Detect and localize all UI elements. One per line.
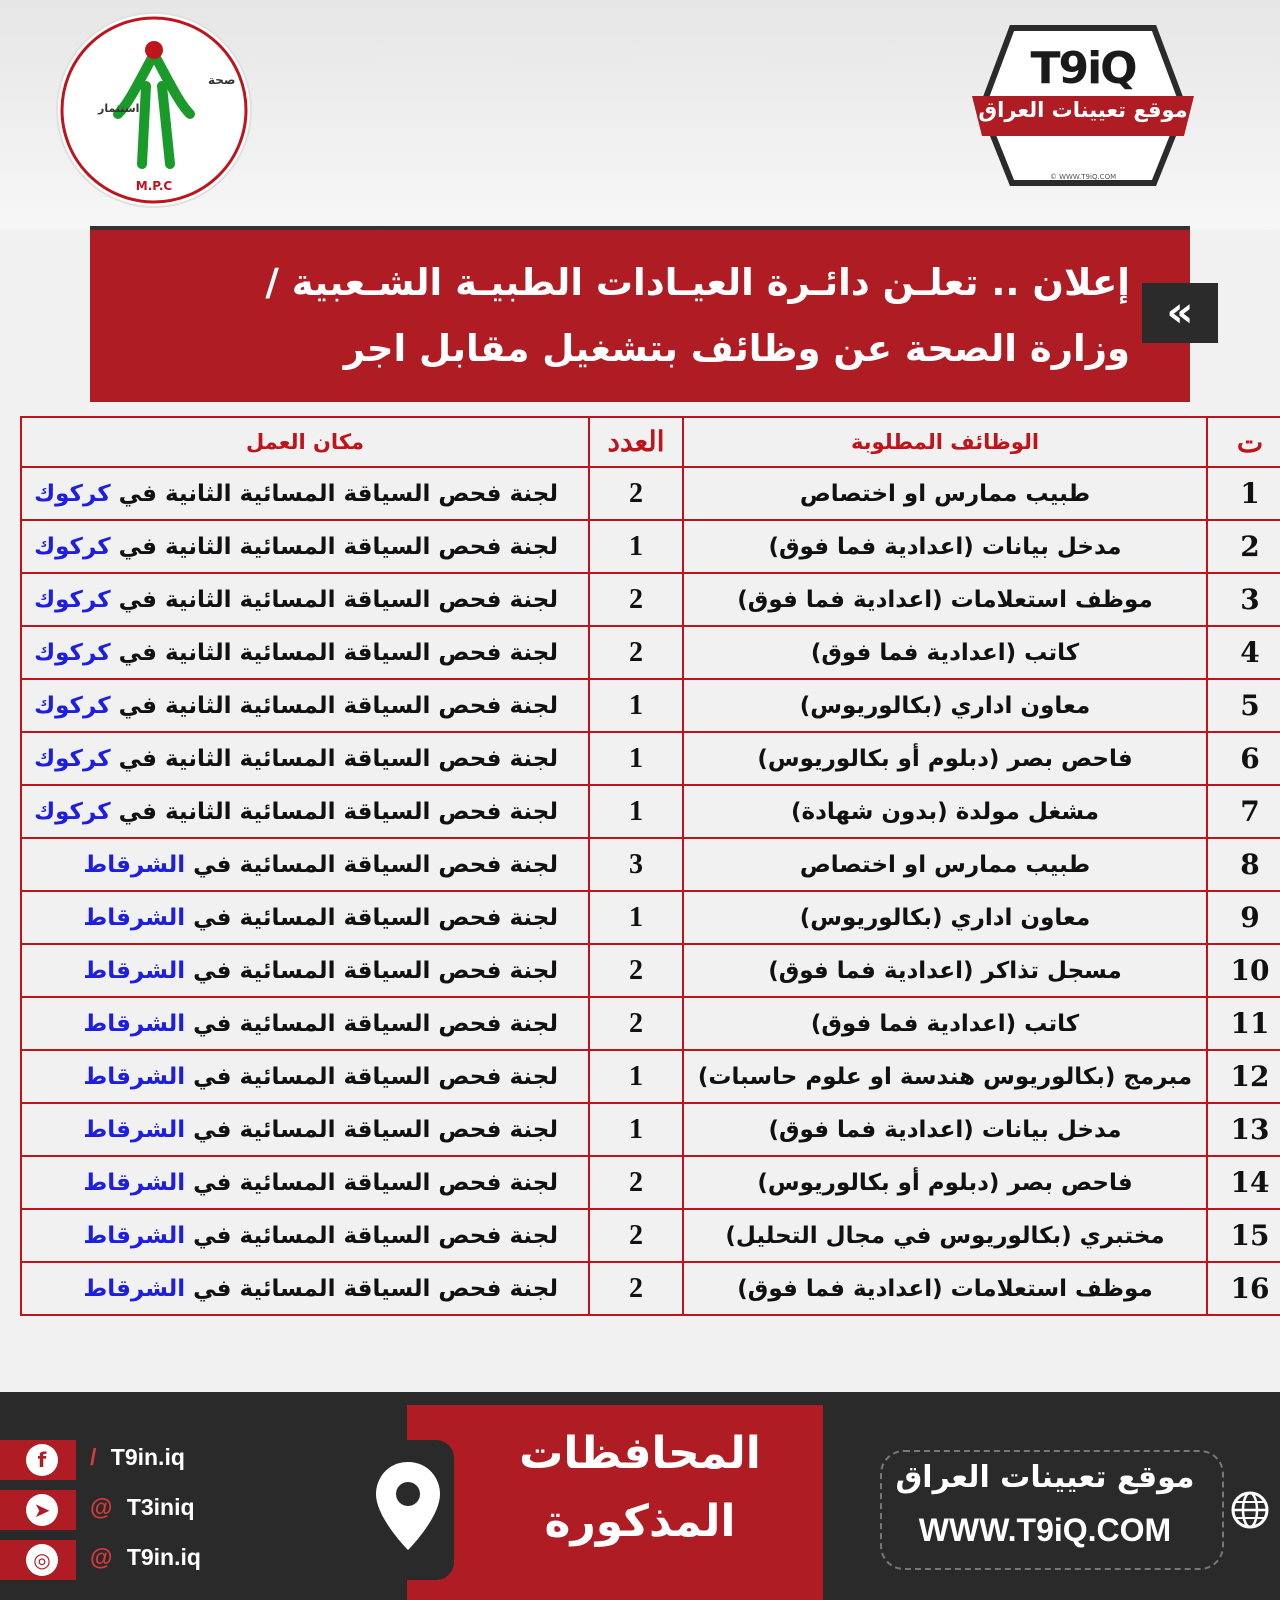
row-city: الشرقاط <box>83 1275 186 1302</box>
banner-title <box>130 250 1130 382</box>
badge-copyright: © WWW.T9iQ.COM <box>1049 173 1117 181</box>
row-place <box>21 679 589 732</box>
row-number: 7 <box>1207 785 1280 838</box>
row-city: كركوك <box>34 745 111 772</box>
row-count: 1 <box>589 520 683 573</box>
location-pin-icon <box>362 1440 454 1580</box>
telegram-icon: ➤ <box>26 1494 58 1526</box>
row-number: 9 <box>1207 891 1280 944</box>
row-number: 8 <box>1207 838 1280 891</box>
row-place <box>21 626 589 679</box>
row-job-title: مبرمج (بكالوريوس هندسة او علوم حاسبات) <box>683 1050 1207 1103</box>
row-job-title: كاتب (اعدادية فما فوق) <box>683 626 1207 679</box>
row-job-title: مشغل مولدة (بدون شهادة) <box>683 785 1207 838</box>
table-row <box>21 1262 1280 1315</box>
row-city: الشرقاط <box>83 1169 186 1196</box>
row-city: الشرقاط <box>83 904 186 931</box>
jobs-table <box>20 416 1280 1316</box>
table-row <box>21 838 1280 891</box>
table-row <box>21 1103 1280 1156</box>
row-place-text: لجنة فحص السياقة المسائية في <box>193 851 558 878</box>
row-city: الشرقاط <box>83 957 186 984</box>
header-number: ت <box>1207 417 1280 467</box>
row-number: 10 <box>1207 944 1280 997</box>
row-count: 1 <box>589 1050 683 1103</box>
row-place-text: لجنة فحص السياقة المسائية في <box>193 904 558 931</box>
row-number: 1 <box>1207 467 1280 520</box>
row-place-text: لجنة فحص السياقة المسائية الثانية في <box>118 692 558 719</box>
jobs-table-body <box>21 467 1280 1315</box>
row-job-title: معاون اداري (بكالوريوس) <box>683 891 1207 944</box>
announcement-banner <box>90 226 1190 402</box>
row-place <box>21 1050 589 1103</box>
row-city: الشرقاط <box>83 851 186 878</box>
row-city: كركوك <box>34 586 111 613</box>
row-place-text: لجنة فحص السياقة المسائية في <box>193 1116 558 1143</box>
row-job-title: مسجل تذاكر (اعدادية فما فوق) <box>683 944 1207 997</box>
row-place-text: لجنة فحص السياقة المسائية في <box>193 1010 558 1037</box>
row-count: 2 <box>589 1209 683 1262</box>
row-count: 1 <box>589 1103 683 1156</box>
row-number: 3 <box>1207 573 1280 626</box>
row-job-title: موظف استعلامات (اعدادية فما فوق) <box>683 573 1207 626</box>
row-place <box>21 573 589 626</box>
header-place: مكان العمل <box>21 417 589 467</box>
table-row <box>21 732 1280 785</box>
svg-text:استثمار: استثمار <box>98 102 140 115</box>
row-city: كركوك <box>34 798 111 825</box>
row-place-text: لجنة فحص السياقة المسائية الثانية في <box>118 533 558 560</box>
row-place <box>21 891 589 944</box>
banner-title-line2: وزارة الصحة عن وظائف بتشغيل مقابل اجر <box>343 327 1130 370</box>
row-number: 14 <box>1207 1156 1280 1209</box>
row-count: 1 <box>589 785 683 838</box>
row-place <box>21 838 589 891</box>
row-place <box>21 997 589 1050</box>
row-place-text: لجنة فحص السياقة المسائية في <box>193 1222 558 1249</box>
row-city: الشرقاط <box>83 1063 186 1090</box>
row-place-text: لجنة فحص السياقة المسائية الثانية في <box>118 745 558 772</box>
table-row <box>21 520 1280 573</box>
row-city: الشرقاط <box>83 1116 186 1143</box>
table-row <box>21 1050 1280 1103</box>
row-job-title: طبيب ممارس او اختصاص <box>683 838 1207 891</box>
footer-title-line1: المحافظات <box>519 1428 761 1479</box>
row-count: 2 <box>589 1262 683 1315</box>
header-job: الوظائف المطلوبة <box>683 417 1207 467</box>
row-number: 12 <box>1207 1050 1280 1103</box>
row-place-text: لجنة فحص السياقة المسائية الثانية في <box>118 639 558 666</box>
row-place <box>21 732 589 785</box>
row-count: 3 <box>589 838 683 891</box>
social-facebook[interactable] <box>0 1440 240 1480</box>
row-place <box>21 1156 589 1209</box>
row-count: 1 <box>589 891 683 944</box>
row-place-text: لجنة فحص السياقة المسائية في <box>193 1169 558 1196</box>
location-pin-box <box>362 1440 454 1580</box>
row-place-text: لجنة فحص السياقة المسائية الثانية في <box>118 586 558 613</box>
table-row <box>21 785 1280 838</box>
row-city: الشرقاط <box>83 1010 186 1037</box>
row-place <box>21 1209 589 1262</box>
facebook-handle: T9in.iq <box>110 1444 185 1470</box>
row-place-text: لجنة فحص السياقة المسائية الثانية في <box>118 480 558 507</box>
row-job-title: كاتب (اعدادية فما فوق) <box>683 997 1207 1050</box>
badge-title: موقع تعيينات العراق <box>978 98 1188 122</box>
row-city: كركوك <box>34 480 111 507</box>
row-place-text: لجنة فحص السياقة المسائية في <box>193 1275 558 1302</box>
row-job-title: معاون اداري (بكالوريوس) <box>683 679 1207 732</box>
table-row <box>21 626 1280 679</box>
website-url[interactable]: WWW.T9iQ.COM <box>918 1512 1172 1548</box>
row-job-title: موظف استعلامات (اعدادية فما فوق) <box>683 1262 1207 1315</box>
social-separator: / <box>90 1444 97 1470</box>
row-count: 2 <box>589 997 683 1050</box>
row-number: 2 <box>1207 520 1280 573</box>
table-row <box>21 467 1280 520</box>
row-job-title: مختبري (بكالوريوس في مجال التحليل) <box>683 1209 1207 1262</box>
table-row <box>21 997 1280 1050</box>
row-count: 2 <box>589 467 683 520</box>
t9iq-badge-logo <box>972 18 1194 193</box>
table-row <box>21 891 1280 944</box>
row-place-text: لجنة فحص السياقة المسائية في <box>193 957 558 984</box>
footer-title-line2: المذكورة <box>544 1496 736 1547</box>
row-job-title: مدخل بيانات (اعدادية فما فوق) <box>683 520 1207 573</box>
row-count: 2 <box>589 573 683 626</box>
row-count: 1 <box>589 679 683 732</box>
social-separator: @ <box>90 1544 113 1570</box>
social-instagram[interactable] <box>0 1540 240 1580</box>
social-telegram[interactable] <box>0 1490 240 1530</box>
row-number: 15 <box>1207 1209 1280 1262</box>
row-count: 2 <box>589 626 683 679</box>
row-place <box>21 944 589 997</box>
badge-logo-text: T9iQ <box>1030 43 1136 94</box>
table-header-row <box>21 417 1280 467</box>
row-count: 2 <box>589 944 683 997</box>
social-separator: @ <box>90 1494 113 1520</box>
row-place-text: لجنة فحص السياقة المسائية الثانية في <box>118 798 558 825</box>
double-chevron-icon: « <box>1142 283 1218 343</box>
website-name: موقع تعيينات العراق <box>895 1460 1195 1495</box>
row-count: 2 <box>589 1156 683 1209</box>
row-city: كركوك <box>34 533 111 560</box>
row-number: 11 <box>1207 997 1280 1050</box>
telegram-handle: T3iniq <box>126 1494 195 1520</box>
instagram-handle: T9in.iq <box>126 1544 201 1570</box>
header-count: العدد <box>589 417 683 467</box>
facebook-icon: f <box>26 1444 58 1476</box>
table-row <box>21 1209 1280 1262</box>
table-row <box>21 1156 1280 1209</box>
social-instagram-text <box>90 1544 201 1571</box>
banner-title-line1: إعلان .. تعلـن دائـرة العيـادات الطبيـة الشـعبية / <box>265 261 1130 304</box>
row-place <box>21 520 589 573</box>
row-job-title: فاحص بصر (دبلوم أو بكالوريوس) <box>683 732 1207 785</box>
svg-text:صحة: صحة <box>208 73 236 87</box>
row-city: كركوك <box>34 639 111 666</box>
row-job-title: طبيب ممارس او اختصاص <box>683 467 1207 520</box>
row-number: 6 <box>1207 732 1280 785</box>
row-job-title: مدخل بيانات (اعدادية فما فوق) <box>683 1103 1207 1156</box>
row-count: 1 <box>589 732 683 785</box>
social-telegram-text <box>90 1494 195 1521</box>
ministry-seal-logo <box>58 14 250 206</box>
table-row <box>21 573 1280 626</box>
row-place <box>21 1103 589 1156</box>
instagram-icon: ◎ <box>26 1544 58 1576</box>
footer-title <box>480 1420 800 1556</box>
svg-text:M.P.C: M.P.C <box>135 179 173 193</box>
row-number: 4 <box>1207 626 1280 679</box>
social-facebook-text <box>90 1444 185 1471</box>
row-city: كركوك <box>34 692 111 719</box>
globe-icon <box>1230 1490 1270 1530</box>
row-number: 5 <box>1207 679 1280 732</box>
row-place <box>21 1262 589 1315</box>
row-place <box>21 785 589 838</box>
table-row <box>21 679 1280 732</box>
row-number: 13 <box>1207 1103 1280 1156</box>
row-place-text: لجنة فحص السياقة المسائية في <box>193 1063 558 1090</box>
row-city: الشرقاط <box>83 1222 186 1249</box>
row-job-title: فاحص بصر (دبلوم أو بكالوريوس) <box>683 1156 1207 1209</box>
row-number: 16 <box>1207 1262 1280 1315</box>
row-place <box>21 467 589 520</box>
table-row <box>21 944 1280 997</box>
